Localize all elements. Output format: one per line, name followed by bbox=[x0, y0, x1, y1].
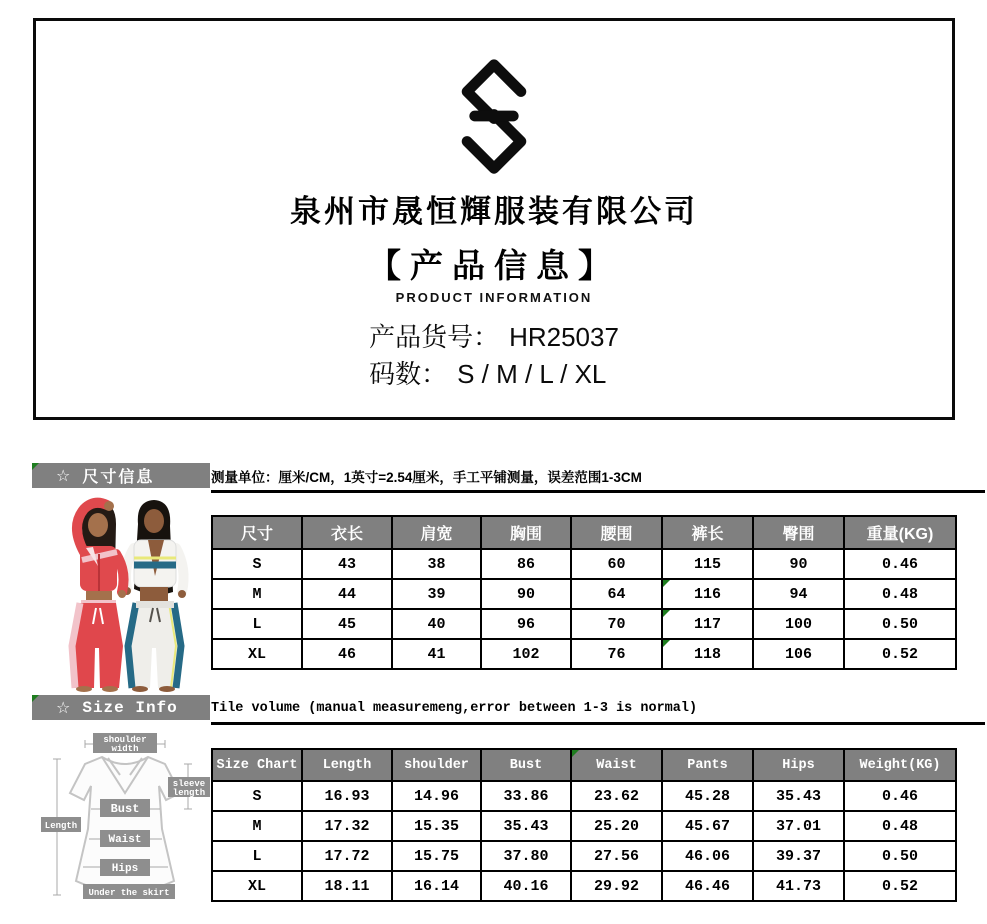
cell-size: S bbox=[212, 549, 302, 579]
size-table-inch bbox=[211, 748, 957, 902]
cell-value: 17.72 bbox=[302, 841, 392, 871]
cell-value: 37.01 bbox=[753, 811, 844, 841]
cell-size: M bbox=[212, 811, 302, 841]
cell-value: 25.20 bbox=[571, 811, 662, 841]
cell-value-text: 117 bbox=[693, 615, 721, 633]
cell-value: 15.75 bbox=[392, 841, 481, 871]
diagram-label-bust: Bust bbox=[110, 802, 140, 816]
measurement-note-cn: 测量单位：厘米/CM，1英寸=2.54厘米，手工平铺测量，误差范围1-3CM bbox=[211, 462, 985, 493]
size-info-en-bar bbox=[32, 695, 210, 720]
cell-value: 40 bbox=[392, 609, 481, 639]
product-photo bbox=[34, 496, 210, 692]
cell-size: XL bbox=[212, 639, 302, 669]
cell-value: 46 bbox=[302, 639, 392, 669]
col-header: 肩宽 bbox=[392, 516, 481, 549]
size-info-cn-bar bbox=[32, 463, 210, 488]
cell-value: 0.50 bbox=[844, 609, 956, 639]
col-header: 衣长 bbox=[302, 516, 392, 549]
col-header: Bust bbox=[481, 749, 571, 781]
product-info-title-cn: 【产品信息】 bbox=[368, 249, 620, 285]
cell-value: 37.80 bbox=[481, 841, 571, 871]
cell-value: 0.50 bbox=[844, 841, 956, 871]
company-name: 泉州市晟恒輝服装有限公司 bbox=[290, 194, 698, 229]
size-info-en-bar-label: Size Info bbox=[82, 698, 178, 717]
sizes-label: 码数： bbox=[369, 359, 448, 389]
table-header-row bbox=[212, 516, 956, 549]
cell-value: 90 bbox=[481, 579, 571, 609]
header-card bbox=[33, 18, 955, 420]
cell-value: 76 bbox=[571, 639, 662, 669]
diagram-label-waist: Waist bbox=[108, 834, 142, 846]
col-header: Hips bbox=[753, 749, 844, 781]
cell-value: 16.14 bbox=[392, 871, 481, 901]
cell-value: 29.92 bbox=[571, 871, 662, 901]
cell-value: 45.67 bbox=[662, 811, 753, 841]
diagram-label-shoulder: shoulder bbox=[103, 735, 147, 745]
cell-value: 18.11 bbox=[302, 871, 392, 901]
cell-value: 15.35 bbox=[392, 811, 481, 841]
cell-value bbox=[662, 639, 753, 669]
col-header-text: Waist bbox=[596, 757, 637, 773]
cell-value: 0.52 bbox=[844, 639, 956, 669]
table-row bbox=[212, 579, 956, 609]
cell-size: L bbox=[212, 841, 302, 871]
cell-value: 0.46 bbox=[844, 549, 956, 579]
diagram-label-shoulder-width: width bbox=[111, 744, 139, 754]
corner-flag-icon bbox=[32, 463, 39, 470]
cell-value: 40.16 bbox=[481, 871, 571, 901]
table-header-row bbox=[212, 749, 956, 781]
diagram-label-length: Length bbox=[44, 821, 78, 831]
cell-size: S bbox=[212, 781, 302, 811]
cell-value: 35.43 bbox=[481, 811, 571, 841]
cell-value: 33.86 bbox=[481, 781, 571, 811]
cell-value: 43 bbox=[302, 549, 392, 579]
cell-size: M bbox=[212, 579, 302, 609]
cell-value: 23.62 bbox=[571, 781, 662, 811]
table-row bbox=[212, 871, 956, 901]
cell-value: 0.48 bbox=[844, 811, 956, 841]
table-row bbox=[212, 781, 956, 811]
cell-value: 14.96 bbox=[392, 781, 481, 811]
table-row bbox=[212, 811, 956, 841]
cell-value: 17.32 bbox=[302, 811, 392, 841]
cell-value: 106 bbox=[753, 639, 844, 669]
cell-value: 94 bbox=[753, 579, 844, 609]
diagram-label-under-skirt: Under the skirt bbox=[88, 888, 170, 898]
cell-value: 0.48 bbox=[844, 579, 956, 609]
col-header: Weight(KG) bbox=[844, 749, 956, 781]
star-icon: ☆ bbox=[56, 699, 71, 717]
cell-value: 41.73 bbox=[753, 871, 844, 901]
product-meta bbox=[369, 319, 619, 393]
sku-label: 产品货号： bbox=[369, 322, 500, 352]
cell-value: 35.43 bbox=[753, 781, 844, 811]
cell-value-text: 116 bbox=[693, 585, 721, 603]
diagram-label-hips: Hips bbox=[111, 863, 139, 875]
size-table-cm bbox=[211, 515, 957, 670]
cell-value bbox=[662, 609, 753, 639]
measurement-note-en: Tile volume (manual measuremeng,error between 1-3 is normal) bbox=[211, 694, 985, 725]
sizes-value: S / M / L / XL bbox=[457, 359, 607, 389]
col-header: 尺寸 bbox=[212, 516, 302, 549]
cell-value bbox=[662, 579, 753, 609]
cell-value: 38 bbox=[392, 549, 481, 579]
sizes-line bbox=[369, 356, 619, 393]
table-row bbox=[212, 609, 956, 639]
diagram-label-sleeve: sleeve bbox=[172, 779, 206, 789]
col-header: 腰围 bbox=[571, 516, 662, 549]
cell-value: 90 bbox=[753, 549, 844, 579]
cell-value: 96 bbox=[481, 609, 571, 639]
table-row bbox=[212, 549, 956, 579]
cell-value: 39.37 bbox=[753, 841, 844, 871]
cell-value: 70 bbox=[571, 609, 662, 639]
cell-value: 44 bbox=[302, 579, 392, 609]
sku-line bbox=[369, 319, 619, 356]
cell-flag-icon bbox=[663, 610, 670, 617]
sku-value: HR25037 bbox=[509, 322, 619, 352]
col-header: shoulder bbox=[392, 749, 481, 781]
col-header bbox=[571, 749, 662, 781]
col-header: 臀围 bbox=[753, 516, 844, 549]
product-info-subtitle-en: PRODUCT INFORMATION bbox=[395, 290, 593, 305]
cell-value: 16.93 bbox=[302, 781, 392, 811]
cell-value: 46.06 bbox=[662, 841, 753, 871]
cell-value: 39 bbox=[392, 579, 481, 609]
cell-flag-icon bbox=[663, 640, 670, 647]
cell-value-text: 118 bbox=[693, 645, 721, 663]
cell-value: 102 bbox=[481, 639, 571, 669]
col-header: Length bbox=[302, 749, 392, 781]
table-row bbox=[212, 841, 956, 871]
col-header: 重量(KG) bbox=[844, 516, 956, 549]
diagram-label-sleeve-length: length bbox=[172, 788, 206, 798]
table-row bbox=[212, 639, 956, 669]
cell-size: XL bbox=[212, 871, 302, 901]
measurement-diagram bbox=[40, 731, 210, 907]
cell-flag-icon bbox=[572, 750, 579, 757]
star-icon: ☆ bbox=[56, 467, 71, 485]
cell-value: 115 bbox=[662, 549, 753, 579]
cell-value: 41 bbox=[392, 639, 481, 669]
cell-size: L bbox=[212, 609, 302, 639]
cell-value: 27.56 bbox=[571, 841, 662, 871]
cell-value: 46.46 bbox=[662, 871, 753, 901]
cell-value: 60 bbox=[571, 549, 662, 579]
cell-value: 0.46 bbox=[844, 781, 956, 811]
col-header: Pants bbox=[662, 749, 753, 781]
col-header: 裤长 bbox=[662, 516, 753, 549]
cell-value: 100 bbox=[753, 609, 844, 639]
size-info-cn-bar-label: 尺寸信息 bbox=[82, 469, 155, 486]
col-header: 胸围 bbox=[481, 516, 571, 549]
cell-flag-icon bbox=[663, 580, 670, 587]
cell-value: 0.52 bbox=[844, 871, 956, 901]
corner-flag-icon bbox=[32, 695, 39, 702]
cell-value: 45.28 bbox=[662, 781, 753, 811]
cell-value: 86 bbox=[481, 549, 571, 579]
cell-value: 64 bbox=[571, 579, 662, 609]
brand-logo-icon bbox=[441, 55, 547, 177]
col-header: Size Chart bbox=[212, 749, 302, 781]
cell-value: 45 bbox=[302, 609, 392, 639]
